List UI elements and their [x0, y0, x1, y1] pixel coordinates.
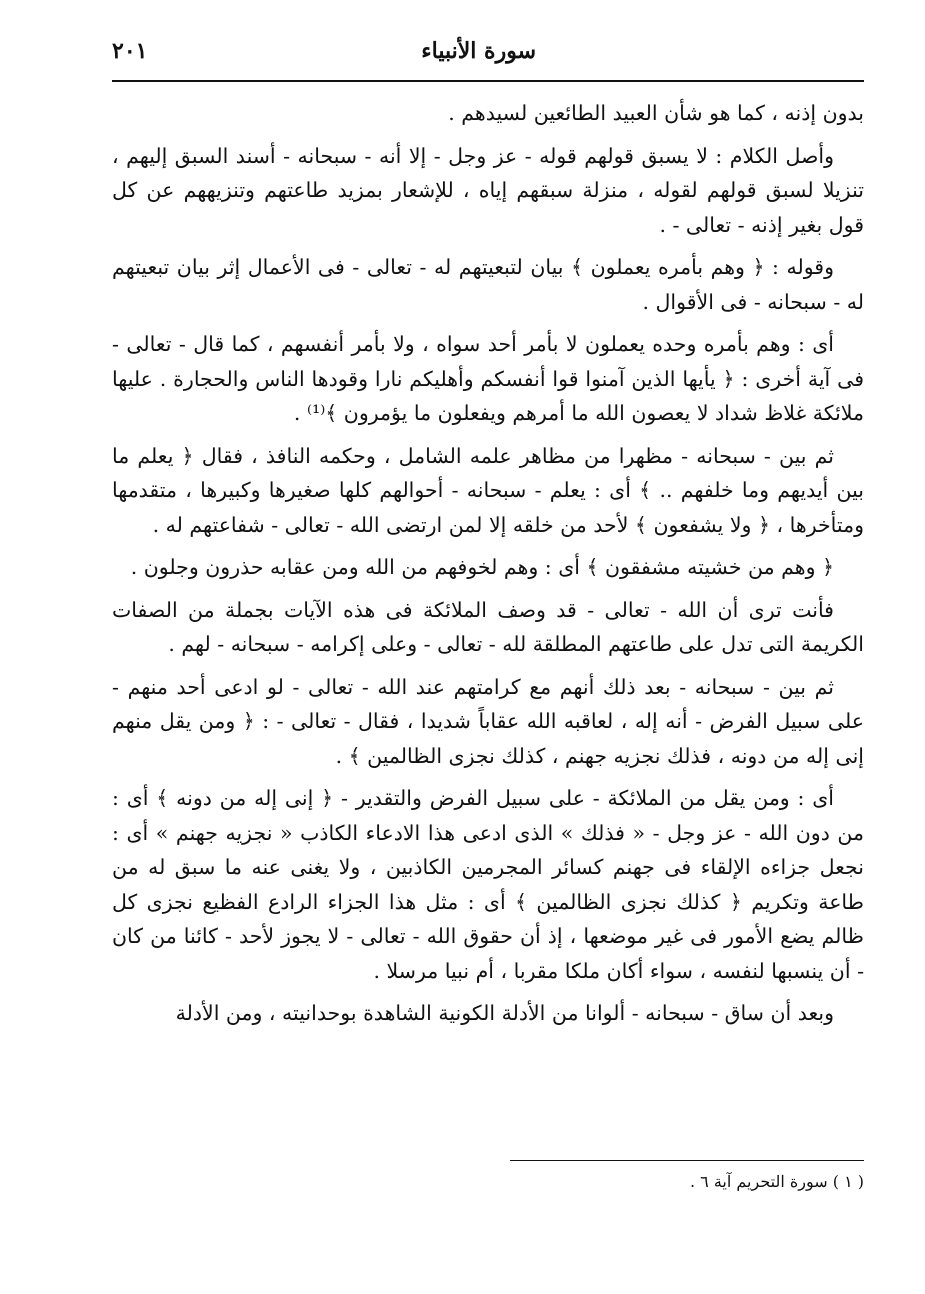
paragraph: بدون إذنه ، كما هو شأن العبيد الطائعين لسيدهم . — [448, 101, 864, 125]
paragraph: فأنت ترى أن الله - تعالى - قد وصف الملائكة فى هذه الآيات بجملة من الصفات الكريمة التى تدل على طاعتهم المطلقة لله - تعالى - وعلى إكرامه - سبحانه - لهم . — [112, 597, 864, 656]
paragraph: وأصل الكلام : لا يسبق قولهم قوله - عز وجل - إلا أنه - سبحانه - أسند السبق إليهم ، تنزيلا لسبق قولهم لقوله ، منزلة سبقهم إياه ، للإشعار بمزيد طاعتهم وتنزيههم عن كل قول بغير إذنه - تعالى - . — [112, 143, 864, 237]
paragraph: أى : ومن يقل من الملائكة - على سبيل الفرض والتقدير - ﴿ إنى إله من دونه ﴾ أى : من دون الله - عز وجل - « فذلك » الذى ادعى هذا الادعاء الكاذب « نجزيه جهنم » أى : نجعل جزاءه الإلقاء فى جهنم كسائر المجرمين الكاذبين ، ولا يغنى عنه ما سبق له من طاعة وتكريم ﴿ كذلك نجزى الظالمين ﴾ أى : مثل هذا الجزاء الرادع الفظيع نجزى كل ظالم يضع الأمور فى غير موضعها ، إذ أن حقوق الله - تعالى - لا يجوز لأحد - كائنا من كان - أن ينسبها لنفسه ، سواء أكان ملكا مقربا ، أم نبيا مرسلا . — [112, 786, 864, 983]
paragraph: ﴿ وهم من خشيته مشفقون ﴾ أى : وهم لخوفهم من الله ومن عقابه حذرون وجلون . — [130, 555, 834, 579]
page-number: ٢٠١ — [112, 38, 148, 64]
paragraph: ثم بين - سبحانه - بعد ذلك أنهم مع كرامتهم عند الله - تعالى - لو ادعى أحد منهم - على سبيل الفرض - أنه إله ، لعاقبه الله عقاباً شديدا ، فقال - تعالى - : ﴿ ومن يقل منهم إنى إله من دونه ، فذلك نجزيه جهنم ، كذلك نجزى الظالمين ﴾ . — [112, 674, 864, 768]
main-text — [112, 96, 864, 1039]
paragraph: أى : وهم بأمره وحده يعملون لا بأمر أحد سواه ، ولا بأمر أنفسهم ، كما قال - تعالى - فى آية أخرى : ﴿ يأيها الذين آمنوا قوا أنفسكم وأهليكم نارا وقودها الناس والحجارة . عليها ملائكة غلاظ شداد لا يعصون الله ما أمرهم ويفعلون ما يؤمرون ﴾⁽¹⁾ . — [112, 332, 864, 425]
paragraph: وبعد أن ساق - سبحانه - ألوانا من الأدلة الكونية الشاهدة بوحدانيته ، ومن الأدلة — [175, 1001, 834, 1025]
paragraph: ثم بين - سبحانه - مظهرا من مظاهر علمه الشامل ، وحكمه النافذ ، فقال ﴿ يعلم ما بين أيديهم وما خلفهم .. ﴾ أى : يعلم - سبحانه - أحوالهم كلها صغيرها وكبيرها ، متقدمها ومتأخرها ، ﴿ ولا يشفعون ﴾ لأحد من خلقه إلا لمن ارتضى الله - تعالى - شفاعتهم له . — [112, 443, 864, 537]
chapter-title: سورة الأنبياء — [421, 38, 536, 64]
page-header — [112, 34, 864, 74]
paragraph: وقوله : ﴿ وهم بأمره يعملون ﴾ بيان لتبعيتهم له - تعالى - فى الأعمال إثر بيان تبعيتهم له - سبحانه - فى الأقوال . — [112, 255, 864, 314]
footnote: ( ١ ) سورة التحريم آية ٦ . — [689, 1172, 864, 1191]
footnote-divider — [510, 1160, 864, 1161]
header-divider — [112, 80, 864, 82]
